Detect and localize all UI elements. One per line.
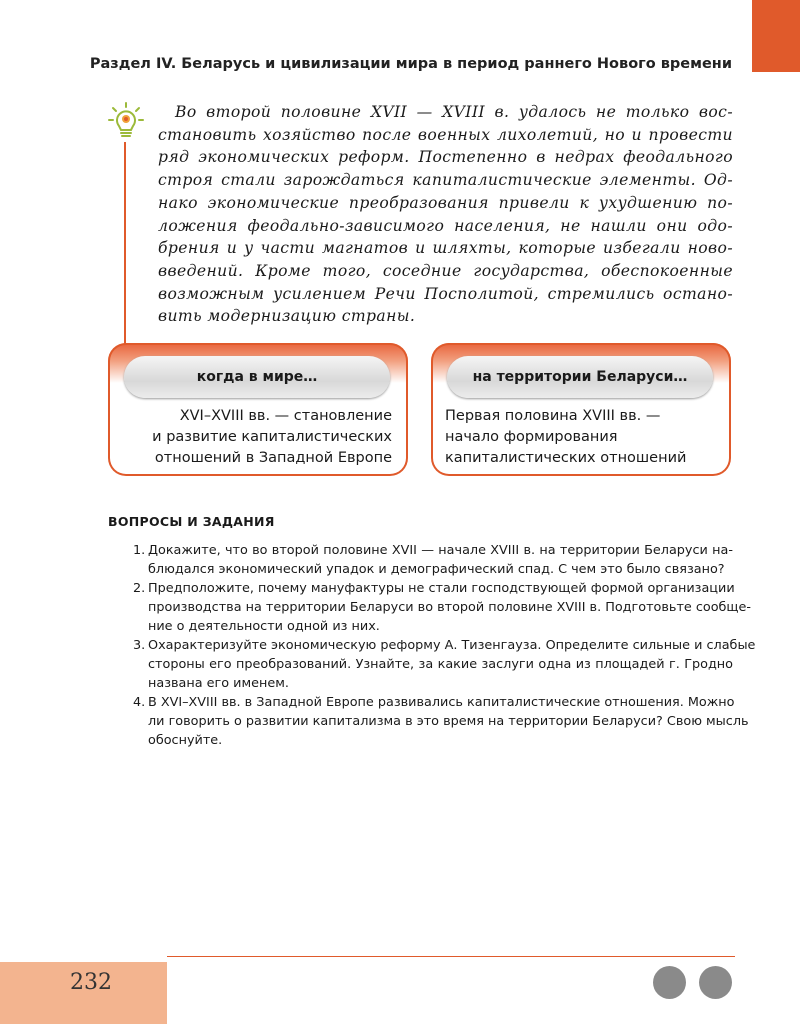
question-item	[133, 579, 751, 636]
corner-accent	[752, 0, 800, 72]
belarus-box-text	[445, 406, 686, 469]
question-number: 3.	[133, 638, 146, 653]
question-item	[133, 693, 749, 750]
intro-line: введений. Кроме того, соседние государства, обеспокоенные	[158, 261, 733, 280]
section-header: Раздел IV. Беларусь и цивилизации мира в период раннего Нового времени	[89, 56, 732, 72]
question-line: названа его именем.	[148, 676, 289, 691]
intro-line: строя стали зарождаться капиталистические элементы. Од-	[158, 171, 733, 190]
box-line: начало формирования	[445, 429, 618, 445]
question-line: ние о деятельности одной из них.	[148, 619, 380, 634]
questions-heading: ВОПРОСЫ И ЗАДАНИЯ	[108, 514, 275, 529]
intro-line: Во второй половине XVII — XVIII в. удалось не только вос-	[175, 103, 733, 121]
belarus-box-title: на территории Беларуси…	[447, 356, 713, 398]
question-line: блюдался экономический упадок и демографический спад. С чем это было связано?	[148, 562, 725, 577]
questions-list	[133, 541, 756, 750]
intro-line: становить хозяйство после военных лихолетий, но и провести	[158, 125, 733, 144]
footer-divider	[167, 956, 735, 957]
circle-icon	[653, 966, 686, 999]
question-number: 2.	[133, 581, 146, 596]
world-box	[108, 343, 408, 476]
intro-line: нако экономические преобразования привели к ухудшению по-	[158, 193, 733, 212]
intro-paragraph	[158, 101, 733, 328]
intro-line: возможным усилением Речи Посполитой, стремились остано-	[158, 284, 733, 303]
page-number: 232	[70, 970, 112, 995]
intro-line: вить модернизацию страны.	[158, 307, 416, 326]
box-line: и развитие капиталистических	[152, 429, 392, 445]
box-line: капиталистических отношений	[445, 450, 687, 466]
intro-line: ложения феодально-зависимого населения, не нашли они одо-	[158, 216, 733, 235]
box-line: Первая половина XVIII вв. —	[445, 408, 661, 424]
question-number: 4.	[133, 695, 146, 710]
intro-line: брения и у части магнатов и шляхты, которые избегали ново-	[158, 239, 733, 258]
question-line: стороны его преобразований. Узнайте, за какие заслуги одна из площадей г. Гродно	[148, 657, 733, 672]
accent-line	[124, 142, 126, 347]
question-line: Предположите, почему мануфактуры не стали господствующей формой организации	[148, 581, 735, 596]
lightbulb-icon	[108, 102, 144, 142]
question-line: обоснуйте.	[148, 733, 223, 748]
question-line: В XVI–XVIII вв. в Западной Европе развивались капиталистические отношения. Можно	[148, 695, 735, 710]
box-line: отношений в Западной Европе	[154, 450, 392, 466]
box-line: XVI–XVIII вв. — становление	[179, 408, 392, 424]
question-line: производства на территории Беларуси во второй половине XVIII в. Подготовьте сообще-	[148, 600, 751, 615]
question-line: Охарактеризуйте экономическую реформу А. Тизенгауза. Определите сильные и слабые	[148, 638, 756, 653]
intro-line: ряд экономических реформ. Постепенно в недрах феодального	[158, 148, 733, 167]
circle-icon	[699, 966, 732, 999]
question-number: 1.	[133, 543, 146, 558]
belarus-box	[431, 343, 731, 476]
question-line: ли говорить о развитии капитализма в это время на территории Беларуси? Свою мысль	[148, 714, 749, 729]
world-box-text	[152, 406, 392, 469]
question-item	[133, 636, 756, 693]
world-box-title: когда в мире…	[124, 356, 390, 398]
question-line: Докажите, что во второй половине XVII — начале XVIII в. на территории Беларуси на-	[148, 543, 733, 558]
question-item	[133, 541, 733, 579]
